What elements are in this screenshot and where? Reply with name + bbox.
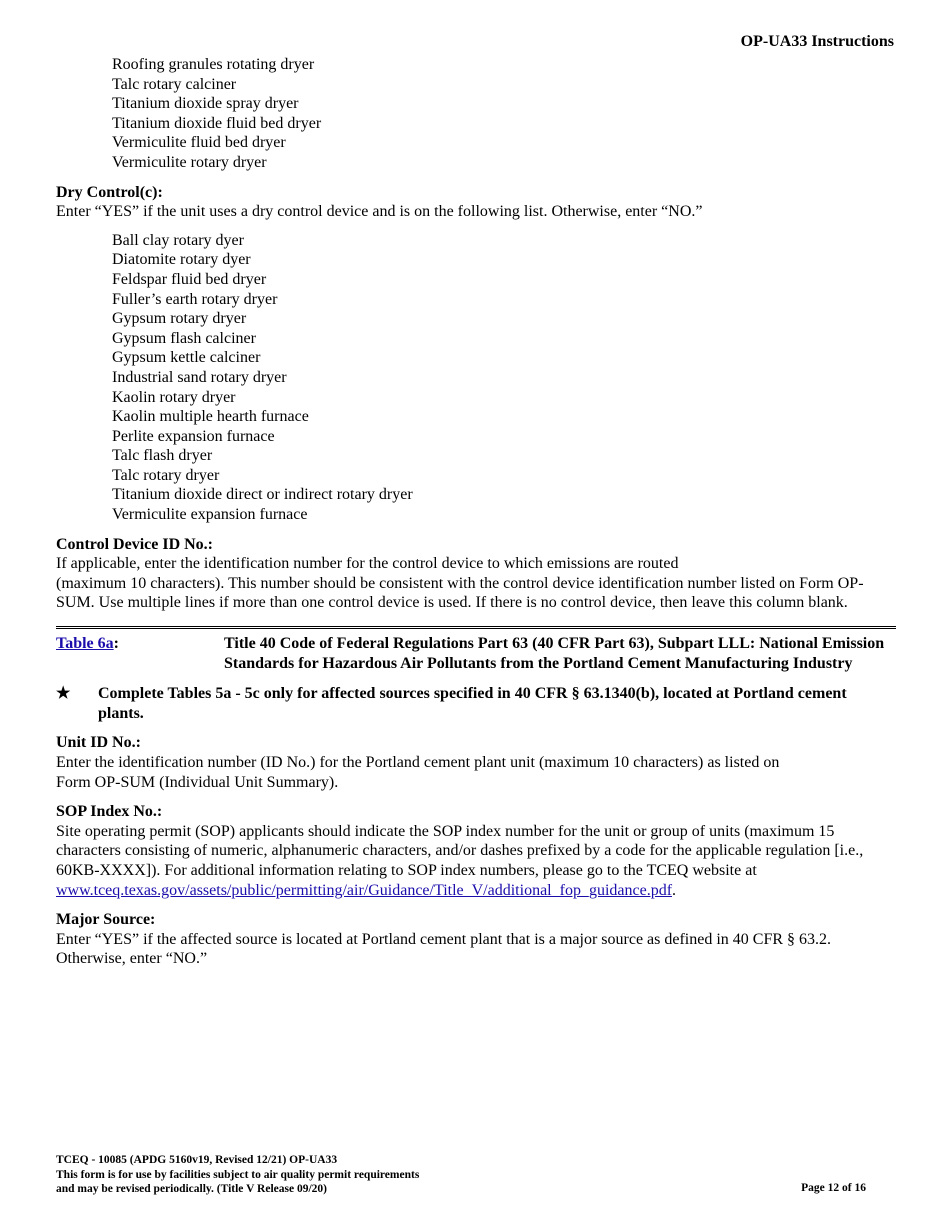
sop-index-section bbox=[56, 802, 896, 900]
list-item: Kaolin rotary dryer bbox=[112, 388, 236, 406]
page-footer bbox=[56, 1153, 419, 1197]
star-icon: ★ bbox=[56, 685, 71, 703]
list-item: Vermiculite fluid bed dryer bbox=[112, 134, 286, 152]
major-source-heading: Major Source: bbox=[56, 911, 156, 929]
dry-control-text: Enter “YES” if the unit uses a dry control device and is on the following list. Otherwise, enter “NO.” bbox=[56, 203, 703, 221]
page-content bbox=[56, 55, 896, 969]
list-item: Gypsum rotary dryer bbox=[112, 310, 247, 328]
table-6a-link[interactable]: Table 6a bbox=[56, 635, 114, 653]
unit-id-line1: Enter the identification number (ID No.) for the Portland cement plant unit (maximum 10 characters) as listed on bbox=[56, 754, 780, 771]
list-item: Talc rotary calciner bbox=[112, 75, 237, 93]
note-text: Complete Tables 5a - 5c only for affected sources specified in 40 CFR § 63.1340(b), located at Portland cement plants. bbox=[98, 685, 847, 722]
unit-id-line2: Form OP-SUM (Individual Unit Summary). bbox=[56, 773, 339, 791]
table-6a-title: Title 40 Code of Federal Regulations Part 63 (40 CFR Part 63), Subpart LLL: National Emission Standards for Hazardous Air Pollutants from the Portland Cement Manufacturing Industry bbox=[224, 635, 885, 672]
list-item: Fuller’s earth rotary dryer bbox=[112, 290, 278, 308]
major-source-section bbox=[56, 910, 896, 969]
control-device-section bbox=[56, 535, 896, 613]
footer-note-1: This form is for use by facilities subject to air quality permit requirements bbox=[56, 1168, 420, 1181]
section-divider bbox=[56, 626, 896, 629]
footer-note-2: and may be revised periodically. (Title V Release 09/20) bbox=[56, 1183, 327, 1195]
dry-control-heading: Dry Control(c): bbox=[56, 183, 163, 201]
list-item: Feldspar fluid bed dryer bbox=[112, 270, 267, 288]
table-6a-label bbox=[56, 634, 224, 673]
list-item: Gypsum flash calciner bbox=[112, 329, 256, 347]
list-item: Titanium dioxide fluid bed dryer bbox=[112, 114, 322, 132]
list-item: Vermiculite rotary dryer bbox=[112, 153, 267, 171]
note-row bbox=[56, 684, 896, 723]
unit-id-section bbox=[56, 733, 896, 792]
tceq-guidance-link[interactable]: www.tceq.texas.gov/assets/public/permitting/air/Guidance/Title_V/additional_fop_guidance.pdf bbox=[56, 881, 673, 899]
page-number: Page 12 of 16 bbox=[801, 1182, 866, 1194]
page-header-title: OP-UA33 Instructions bbox=[740, 33, 894, 50]
sop-index-text bbox=[56, 822, 896, 900]
list-item: Kaolin multiple hearth furnace bbox=[112, 408, 309, 426]
list-item: Talc flash dryer bbox=[112, 447, 213, 465]
footer-form-id: TCEQ - 10085 (APDG 5160v19, Revised 12/21) OP-UA33 bbox=[56, 1154, 338, 1166]
list-item: Perlite expansion furnace bbox=[112, 427, 275, 445]
control-device-line1: If applicable, enter the identification number for the control device to which emissions are routed bbox=[56, 555, 679, 573]
list-item: Diatomite rotary dyer bbox=[112, 251, 251, 269]
list-item: Titanium dioxide spray dryer bbox=[112, 95, 299, 113]
list-item: Titanium dioxide direct or indirect rotary dryer bbox=[112, 486, 413, 504]
sop-index-end: . bbox=[672, 881, 677, 899]
dry-control-list bbox=[112, 231, 896, 525]
list-item: Roofing granules rotating dryer bbox=[112, 56, 315, 73]
list-item: Ball clay rotary dyer bbox=[112, 231, 244, 249]
dry-control-section bbox=[56, 183, 896, 525]
control-device-line2: (maximum 10 characters). This number should be consistent with the control device identification number listed on Form OP-SUM. Use multiple lines if more than one control device is used. If there is no control device, then leave this column blank. bbox=[56, 574, 864, 612]
list-item: Vermiculite expansion furnace bbox=[112, 506, 308, 524]
list-item: Talc rotary dryer bbox=[112, 466, 220, 484]
list-item: Gypsum kettle calciner bbox=[112, 349, 261, 367]
sop-index-body: Site operating permit (SOP) applicants should indicate the SOP index number for the unit or group of units (maximum 15 characters consisting of numeric, alphanumeric characters, and/or dashes prefixed by a code for the applicable regulation [i.e., 60KB-XXXX]). For additional information relating to SOP index numbers, please go to the TCEQ website at bbox=[56, 822, 864, 879]
sop-index-heading: SOP Index No.: bbox=[56, 803, 163, 821]
top-process-list bbox=[112, 55, 896, 173]
table-6a-header bbox=[56, 634, 896, 673]
list-item: Industrial sand rotary dryer bbox=[112, 368, 287, 386]
table-6a-colon: : bbox=[113, 635, 119, 653]
major-source-text: Enter “YES” if the affected source is located at Portland cement plant that is a major source as defined in 40 CFR § 63.2. Otherwise, enter “NO.” bbox=[56, 930, 832, 968]
unit-id-heading: Unit ID No.: bbox=[56, 734, 141, 752]
control-device-heading: Control Device ID No.: bbox=[56, 535, 214, 553]
